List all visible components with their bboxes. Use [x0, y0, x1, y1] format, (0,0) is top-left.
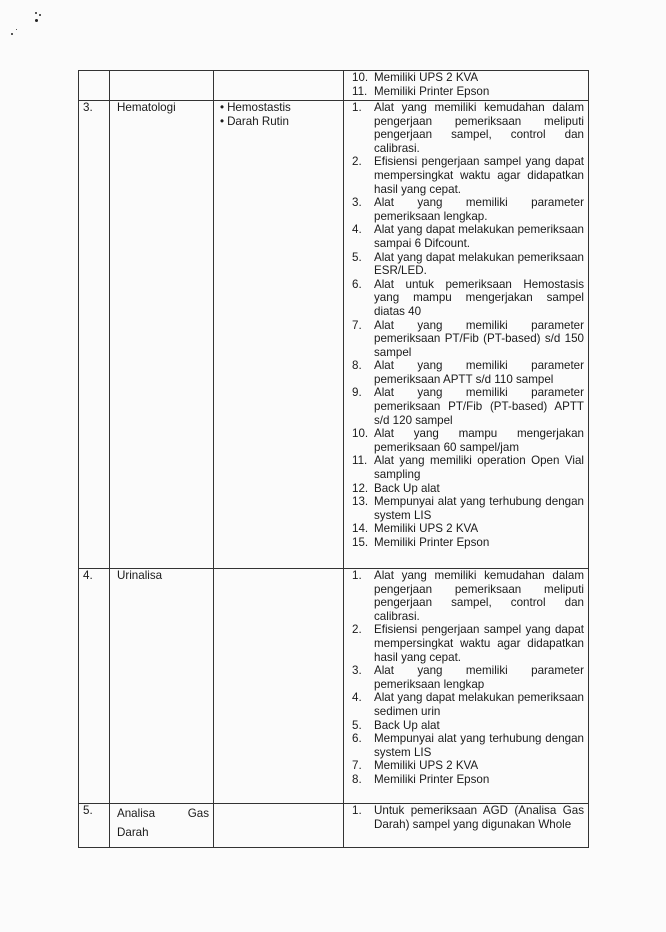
requirement-text: Memiliki UPS 2 KVA: [374, 522, 479, 536]
requirement-text: Memiliki Printer Epson: [374, 84, 490, 98]
requirement-text: Memiliki Printer Epson: [374, 772, 490, 786]
requirement-list: [352, 101, 584, 550]
requirements: [344, 71, 589, 101]
requirement-number: 10.: [352, 71, 369, 84]
requirement-item: [352, 719, 584, 733]
requirement-text: Alat yang memiliki kemudahan dalam pengerjaan pemeriksaan meliputi pengerjaan sampel, control dan calibrasi.: [374, 569, 584, 623]
requirement-text: Mempunyai alat yang terhubung dengan system LIS: [374, 495, 584, 522]
requirement-text: Alat untuk pemeriksaan Hemostasis yang mampu mengerjakan sampel diatas 40: [374, 277, 584, 318]
requirement-item: [352, 223, 584, 250]
sub-exams: [214, 71, 344, 101]
requirement-number: 2.: [352, 623, 362, 637]
requirement-item: [352, 522, 584, 536]
requirement-number: 1.: [352, 101, 362, 114]
requirement-text: Alat yang memiliki operation Open Vial sampling: [374, 454, 584, 482]
requirement-item: [352, 454, 584, 481]
requirement-item: [352, 732, 584, 759]
requirements: [344, 101, 589, 569]
requirement-item: [352, 569, 584, 623]
scan-speck: [11, 33, 13, 35]
requirement-list: [352, 569, 584, 787]
requirement-number: 12.: [352, 481, 369, 495]
requirements-table: [78, 70, 589, 848]
row-number: [79, 71, 110, 101]
requirement-item: [352, 623, 584, 664]
requirement-text: Efisiensi pengerjaan sampel yang dapat mempersingkat waktu agar didapatkan hasil yang cepat.: [374, 623, 584, 664]
requirements: [344, 569, 589, 804]
requirement-number: 6.: [352, 732, 362, 746]
sub-exam-list: [220, 101, 339, 128]
requirement-number: 3.: [352, 196, 362, 210]
requirement-text: Alat yang dapat melakukan pemeriksaan sampai 6 Difcount.: [374, 223, 584, 250]
requirement-number: 8.: [352, 359, 362, 373]
requirement-item: [352, 278, 584, 319]
requirement-item: [352, 427, 584, 454]
requirement-text: Alat yang memiliki parameter pemeriksaan APTT s/d 110 sampel: [374, 359, 584, 386]
requirement-list: [352, 804, 584, 831]
sub-exams: [214, 101, 344, 569]
requirement-number: 11.: [352, 84, 368, 98]
requirement-number: 2.: [352, 155, 362, 169]
table-row: [79, 569, 589, 804]
scan-speck: [35, 12, 37, 14]
requirement-number: 7.: [352, 759, 362, 773]
row-number: 3.: [79, 101, 110, 569]
requirement-number: 11.: [352, 454, 368, 468]
requirement-number: 10.: [352, 427, 369, 441]
requirement-number: 5.: [352, 718, 362, 732]
requirement-number: 6.: [352, 277, 362, 291]
sub-exams: [214, 804, 344, 848]
table-row: [79, 804, 589, 848]
requirement-number: 7.: [352, 318, 362, 332]
requirement-text: Alat yang memiliki parameter pemeriksaan PT/Fib (PT-based) s/d 150 sampel: [374, 318, 584, 359]
exam-name: [110, 804, 214, 848]
exam-name-text: Analisa Gas Darah: [117, 807, 209, 839]
requirement-number: 13.: [352, 495, 369, 509]
requirement-item: [352, 482, 584, 496]
requirement-number: 1.: [352, 804, 362, 817]
requirement-text: Alat yang memiliki parameter pemeriksaan PT/Fib (PT-based) APTT s/d 120 sampel: [374, 386, 584, 427]
requirement-text: Efisiensi pengerjaan sampel yang dapat mempersingkat waktu agar didapatkan hasil yang cepat.: [374, 155, 584, 196]
sub-exam-item: • Hemostastis: [220, 101, 339, 115]
sub-exam-item: • Darah Rutin: [220, 115, 339, 129]
requirement-number: 14.: [352, 522, 369, 536]
requirement-number: 9.: [352, 386, 362, 400]
scan-speck: [16, 29, 17, 30]
requirement-item: [352, 495, 584, 522]
table-row: [79, 101, 589, 569]
requirement-item: [352, 85, 584, 99]
requirement-text: Alat yang dapat melakukan pemeriksaan sedimen urin: [374, 691, 584, 718]
requirement-item: [352, 319, 584, 360]
requirement-item: [352, 71, 584, 85]
requirement-text: Mempunyai alat yang terhubung dengan system LIS: [374, 732, 584, 759]
requirement-text: Memiliki UPS 2 KVA: [374, 71, 479, 84]
requirement-item: [352, 804, 584, 831]
requirement-number: 3.: [352, 664, 362, 678]
requirement-item: [352, 691, 584, 718]
requirement-item: [352, 773, 584, 787]
requirement-item: [352, 196, 584, 223]
requirement-number: 1.: [352, 569, 362, 582]
requirement-text: Memiliki UPS 2 KVA: [374, 759, 479, 773]
exam-name: [110, 569, 214, 804]
exam-name: [110, 101, 214, 569]
exam-name-text: Urinalisa: [117, 569, 163, 582]
requirement-text: Alat yang memiliki parameter pemeriksaan lengkap: [374, 664, 584, 691]
exam-name-text: Hematologi: [117, 101, 176, 114]
requirements: [344, 804, 589, 848]
requirement-item: [352, 155, 584, 196]
requirement-item: [352, 664, 584, 691]
requirement-number: 15.: [352, 536, 369, 549]
requirement-text: Alat yang memiliki parameter pemeriksaan lengkap.: [374, 196, 584, 223]
requirement-number: 4.: [352, 691, 362, 705]
requirement-text: Alat yang dapat melakukan pemeriksaan ESR/LED.: [374, 250, 584, 278]
sub-exams: [214, 569, 344, 804]
requirement-text: Back Up alat: [374, 481, 440, 495]
exam-name: [110, 71, 214, 101]
requirement-item: [352, 386, 584, 427]
requirement-number: 8.: [352, 772, 362, 786]
requirement-item: [352, 759, 584, 773]
requirement-item: [352, 536, 584, 550]
requirement-number: 4.: [352, 223, 362, 237]
requirement-item: [352, 359, 584, 386]
requirement-text: Back Up alat: [374, 718, 440, 732]
requirement-text: Untuk pemeriksaan AGD (Analisa Gas Darah) sampel yang digunakan Whole: [374, 804, 584, 831]
requirement-list: [352, 71, 584, 98]
scan-speck: [39, 14, 41, 16]
requirement-text: Alat yang mampu mengerjakan pemeriksaan 60 sampel/jam: [374, 427, 584, 454]
row-number: 5.: [79, 804, 110, 848]
requirement-text: Alat yang memiliki kemudahan dalam pengerjaan pemeriksaan meliputi pengerjaan sampel, control dan calibrasi.: [374, 101, 584, 155]
requirement-text: Memiliki Printer Epson: [374, 536, 490, 549]
row-number: 4.: [79, 569, 110, 804]
scan-speck: [35, 19, 38, 22]
table-row: [79, 71, 589, 101]
requirement-item: [352, 101, 584, 155]
requirement-number: 5.: [352, 250, 362, 264]
requirement-item: [352, 251, 584, 278]
